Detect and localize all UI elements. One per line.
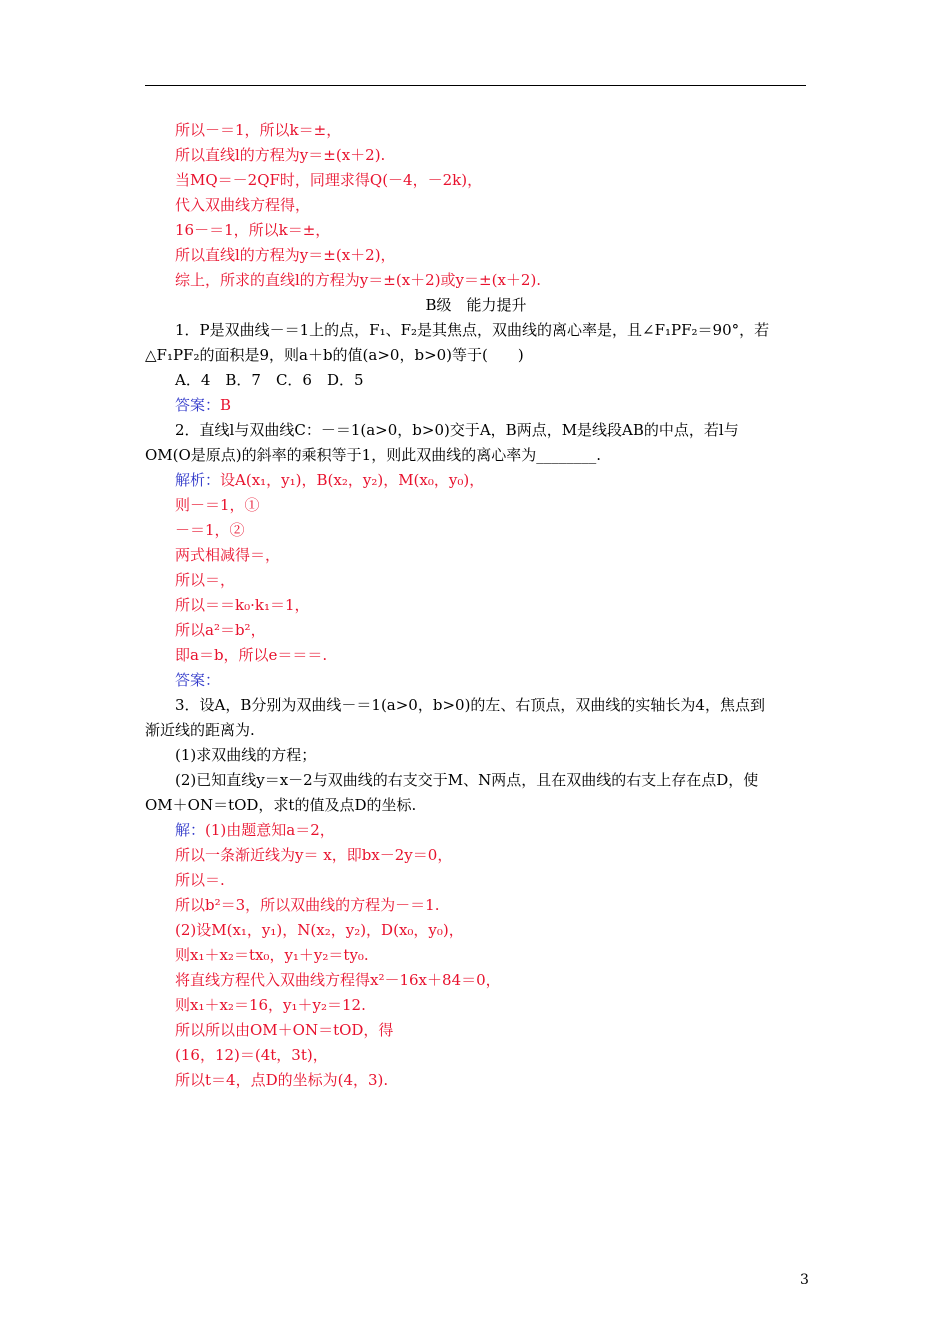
analysis-line bbox=[145, 468, 807, 493]
text-line: 即a＝b，所以e＝＝＝. bbox=[175, 646, 328, 664]
text-line: 当MQ＝－2QF时，同理求得Q(－4，－2k)， bbox=[175, 171, 483, 189]
text-line: 所以t＝4，点D的坐标为(4，3). bbox=[175, 1071, 389, 1089]
answer-label: 答案： bbox=[175, 671, 221, 689]
text-line: 所以一条渐近线为y＝ x，即bx－2y＝0， bbox=[175, 846, 453, 864]
page-number: 3 bbox=[800, 1272, 809, 1288]
text-line: 所以a²＝b²， bbox=[175, 621, 266, 639]
text-line: 所以直线l的方程为y＝±(x＋2). bbox=[175, 146, 386, 164]
text-line: 综上，所求的直线l的方程为y＝±(x＋2)或y＝±(x＋2). bbox=[175, 271, 542, 289]
analysis-text: 设A(x₁，y₁)，B(x₂，y₂)，M(x₀，y₀)， bbox=[220, 471, 485, 489]
text-line: 将直线方程代入双曲线方程得x²－16x＋84＝0， bbox=[175, 971, 501, 989]
solution-label: 解： bbox=[175, 821, 206, 839]
text-line: －＝1，② bbox=[175, 521, 245, 539]
question-line: 1．P是双曲线－＝1上的点，F₁、F₂是其焦点，双曲线的离心率是，且∠F₁PF₂＝90°，若 bbox=[175, 321, 770, 339]
answer-options: A．4 B．7 C．6 D．5 bbox=[175, 371, 364, 389]
text-line: 16－＝1，所以k＝±， bbox=[175, 221, 331, 239]
text-line: 所以－＝1，所以k＝±， bbox=[175, 121, 342, 139]
solution-text: (1)由题意知a＝2， bbox=[205, 821, 335, 839]
page-content bbox=[145, 118, 807, 1093]
text-line: (2)设M(x₁，y₁)，N(x₂，y₂)，D(x₀，y₀)， bbox=[175, 921, 464, 939]
text-line: 所以直线l的方程为y＝±(x＋2)， bbox=[175, 246, 396, 264]
text-line: 所以b²＝3，所以双曲线的方程为－＝1. bbox=[175, 896, 440, 914]
answer-value: B bbox=[220, 396, 232, 414]
answer-line bbox=[145, 393, 807, 418]
header-rule bbox=[145, 85, 806, 86]
answer-label: 答案： bbox=[175, 396, 221, 414]
text-line: 两式相减得＝， bbox=[175, 546, 281, 564]
text-line: 则x₁＋x₂＝tx₀，y₁＋y₂＝ty₀. bbox=[175, 946, 369, 964]
question-line: 3．设A，B分别为双曲线－＝1(a>0，b>0)的左、右顶点，双曲线的实轴长为4，焦点到 bbox=[175, 696, 765, 714]
question-line: 渐近线的距离为. bbox=[145, 721, 255, 739]
text-line: (16，12)＝(4t，3t)， bbox=[175, 1046, 328, 1064]
question-line: OM＋ON＝tOD，求t的值及点D的坐标. bbox=[145, 796, 417, 814]
text-line: 所以所以由OM＋ON＝tOD，得 bbox=[175, 1021, 394, 1039]
section-title: B级 能力提升 bbox=[425, 296, 527, 314]
solution-line bbox=[145, 818, 807, 843]
text-line: 则－＝1，① bbox=[175, 496, 260, 514]
text-line: 所以＝＝k₀·k₁＝1， bbox=[175, 596, 310, 614]
analysis-label: 解析： bbox=[175, 471, 221, 489]
text-line: 所以＝， bbox=[175, 571, 236, 589]
question-line: △F₁PF₂的面积是9，则a＋b的值(a>0，b>0)等于( ) bbox=[145, 346, 524, 364]
text-line: 所以＝. bbox=[175, 871, 225, 889]
text-line: 则x₁＋x₂＝16，y₁＋y₂＝12. bbox=[175, 996, 366, 1014]
question-line: (1)求双曲线的方程； bbox=[175, 746, 317, 764]
question-line: 2．直线l与双曲线C：－＝1(a>0，b>0)交于A，B两点，M是线段AB的中点，若l与 bbox=[175, 421, 739, 439]
question-line: OM(O是原点)的斜率的乘积等于1，则此双曲线的离心率为________. bbox=[145, 446, 601, 464]
question-line: (2)已知直线y＝x－2与双曲线的右支交于M、N两点，且在双曲线的右支上存在点D，使 bbox=[175, 771, 759, 789]
text-line: 代入双曲线方程得， bbox=[175, 196, 311, 214]
